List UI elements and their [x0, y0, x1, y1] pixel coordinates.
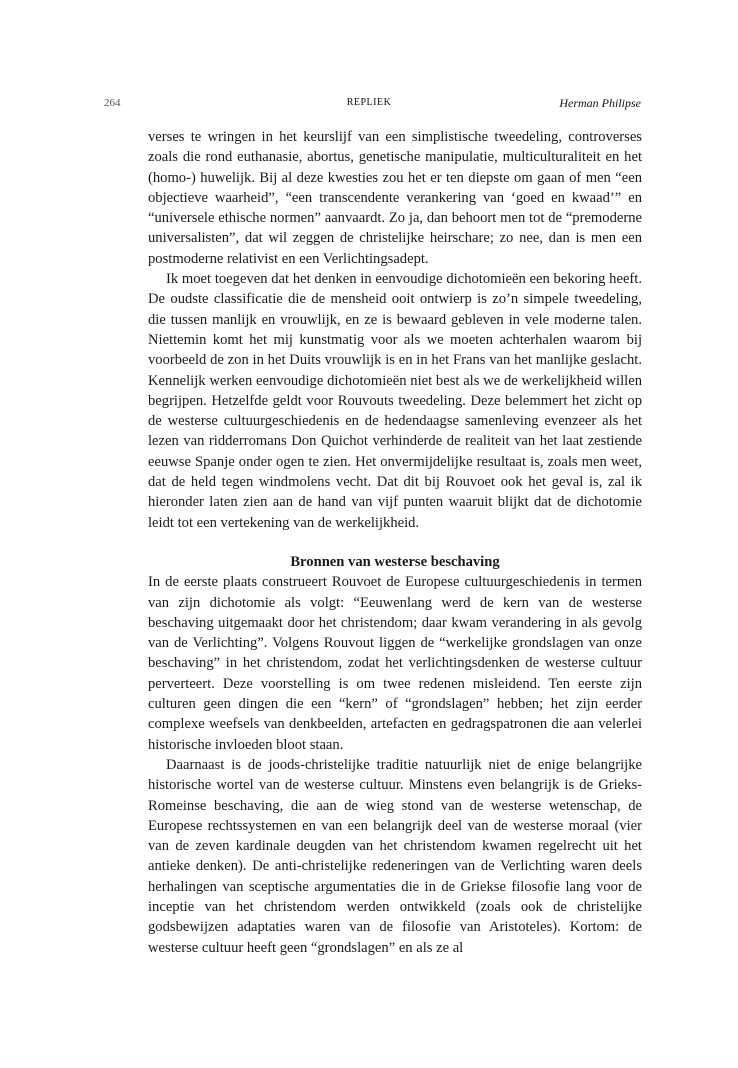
- running-title: REPLIEK: [346, 97, 392, 108]
- paragraph-1: verses te wringen in het keurslijf van een simplistische tweedeling, controverses zoals die rond euthanasie, abortus, genetische manipulatie, multiculturaliteit en het (homo-) huwelijk. Bij al deze kwesties zou het er ten diepste om gaan of men “een objectieve waarheid”, “een transcendente verankering van ‘goed en kwaad’” en “universele ethische normen” aanvaardt. Zo ja, dan behoort men tot de “premoderne universalisten”, dat wil zeggen de christelijke heirschare; zo nee, dan is men een postmoderne relativist en een Verlichtingsadept.: [148, 129, 642, 267]
- section-heading: Bronnen van westerse beschaving: [290, 553, 500, 570]
- body-text: [148, 127, 642, 958]
- paragraph-2: Ik moet toegeven dat het denken in eenvoudige dichotomieën een bekoring heeft. De oudste classificatie die de mensheid ooit ontwierp is zo’n simpele tweedeling, die tussen manlijk en vrouwlijk, en ze is bewaard gebleven in vele moderne talen. Niettemin komt het mij kunstmatig voor als we moeten achterhalen waarom bij voorbeeld de zon in het Duits vrouwlijk is en in het Frans van het manlijke geslacht. Kennelijk werken eenvoudige dichotomieën niet best als we de werkelijkheid willen begrijpen. Hetzelfde geldt voor Rouvouts tweedeling. Deze belemmert het zicht op de westerse cultuurgeschiedenis en de hedendaagse samenleving evenzeer als het lezen van ridderromans Don Quichot verhinderde de realiteit van het laat zestiende eeuwse Spanje onder ogen te zien. Het onvermijdelijke resultaat is, zoals men weet, dat de held tegen windmolens vecht. Dat dit bij Rouvoet ook het geval is, zal ik hieronder laten zien aan de hand van vijf punten waaruit blijkt dat de dichotomie leidt tot een vertekening van de werkelijkheid.: [148, 271, 642, 531]
- paragraph-4: Daarnaast is de joods-christelijke traditie natuurlijk niet de enige belangrijke historische wortel van de westerse cultuur. Minstens even belangrijk is de Grieks-Romeinse beschaving, die aan de wieg stond van de westerse wetenschap, de Europese rechtssystemen en van een belangrijk deel van de westerse moraal (vier van de zeven kardinale deugden van het christendom kwamen regelrecht uit het antieke denken). De anti-christelijke redeneringen van de Verlichting waren deels herhalingen van sceptische argumentaties die in de Griekse filosofie lang voor de inceptie van het christendom werden ontwikkeld (zoals ook de christelijke godsbewijzen adaptaties waren van de filosofie van Aristoteles). Kortom: de westerse cultuur heeft geen “grondslagen” en als ze al: [148, 756, 642, 956]
- paragraph-3: In de eerste plaats construeert Rouvoet de Europese cultuurgeschiedenis in termen van zijn dichotomie als volgt: “Eeuwenlang werd de kern van de westerse beschaving uitgemaakt door het christendom; daar kwam verandering in als gevolg van de Verlichting”. Volgens Rouvout liggen de “werkelijke grondslagen van onze beschaving” in het christendom, zodat het verlichtingsdenken de westerse cultuur perverteert. Deze voorstelling is om twee redenen misleidend. Ten eerste zijn culturen geen dingen die een “kern” of “grondslagen” hebben; het zijn eerder complexe weefsels van denkbeelden, artefacten en gedragspatronen die aan velerlei historische invloeden bloot staan.: [148, 574, 642, 753]
- running-author: Herman Philipse: [559, 96, 641, 110]
- page-number: 264: [104, 97, 121, 109]
